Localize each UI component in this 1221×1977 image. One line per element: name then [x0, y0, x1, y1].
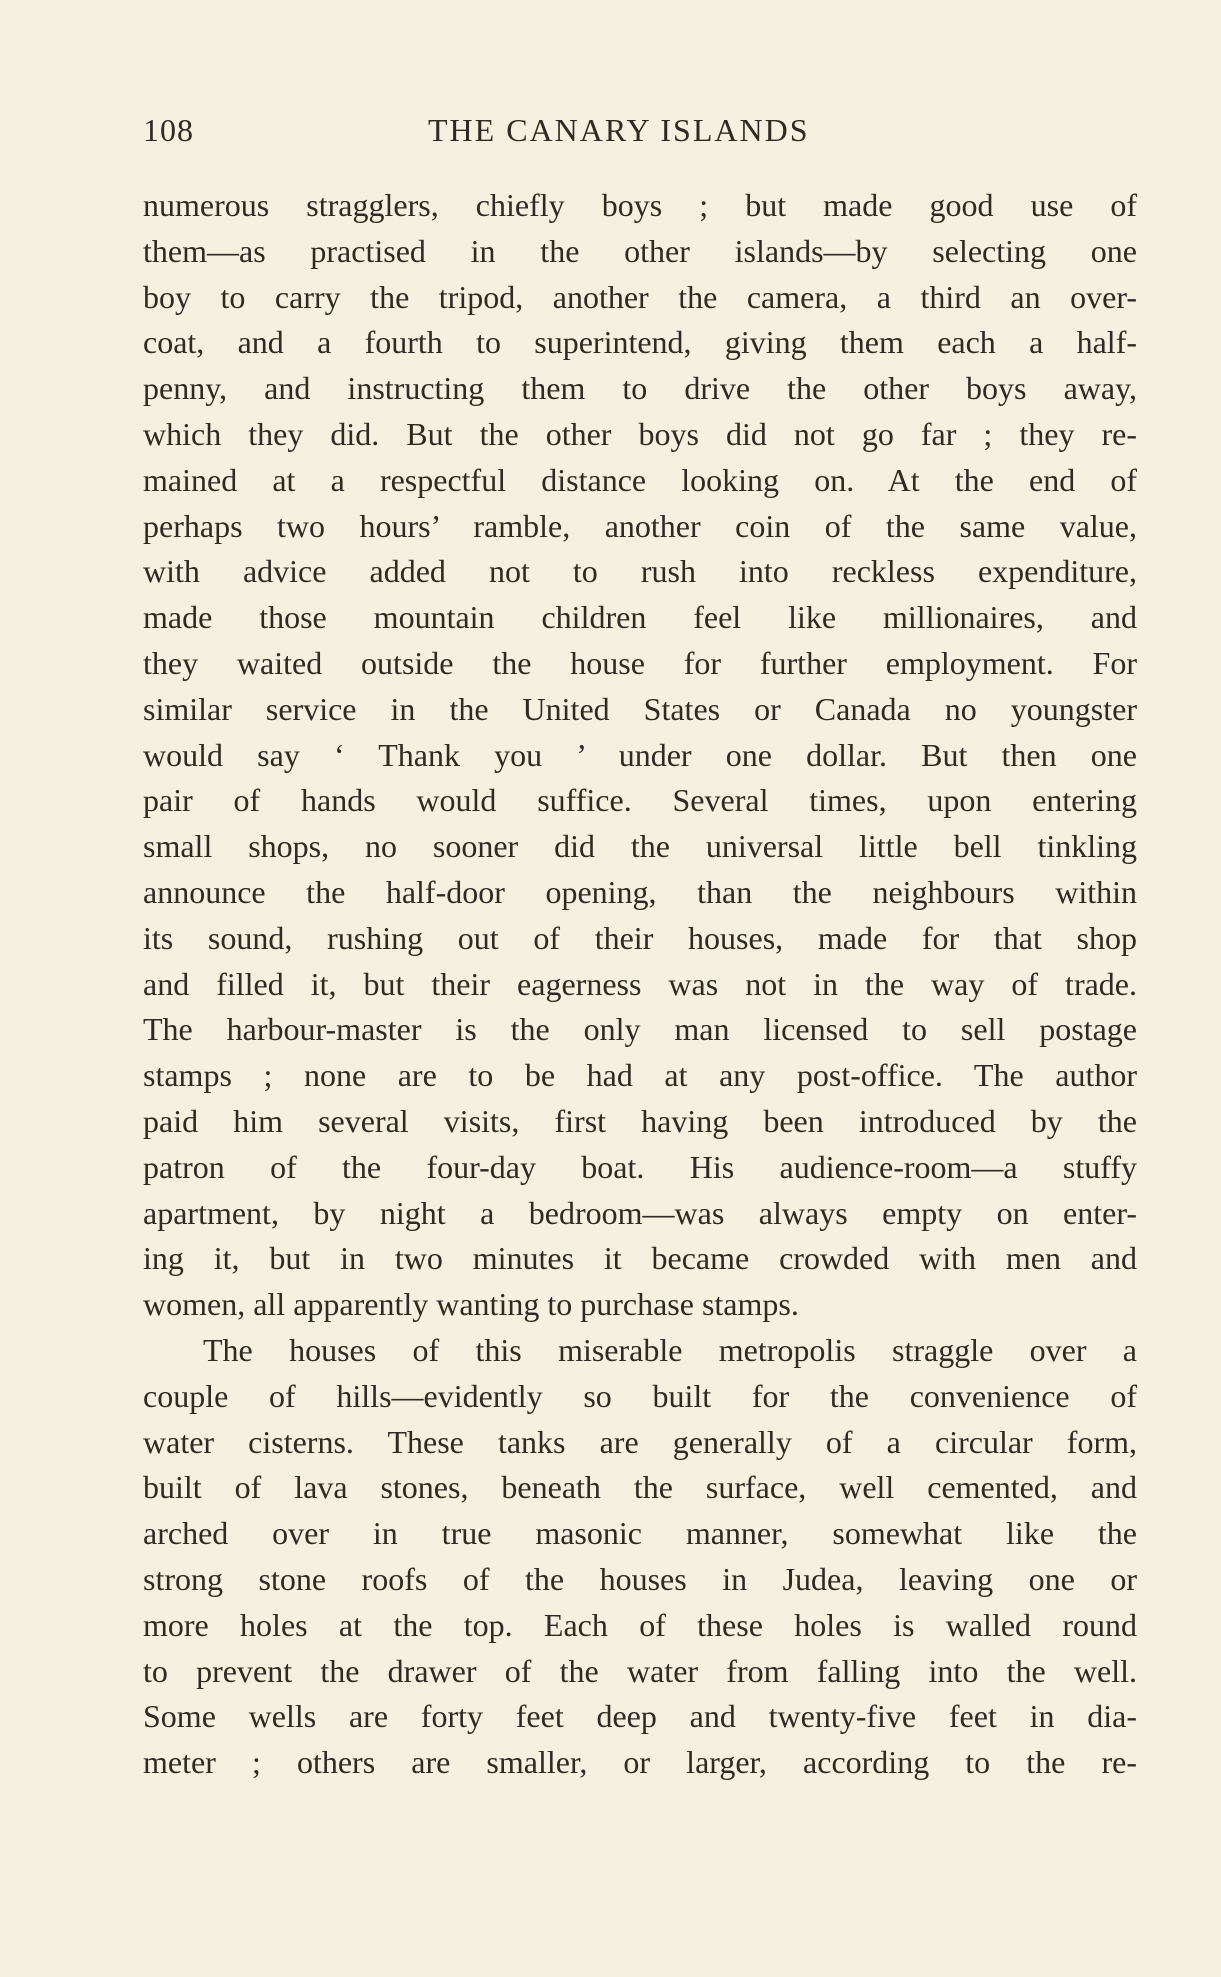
text-line: boy to carry the tripod, another the camera, a third an over-	[143, 278, 1137, 315]
text-line: arched over in true masonic manner, somewhat like the	[143, 1515, 1137, 1552]
text-line: numerous stragglers, chiefly boys ; but made good use of	[143, 187, 1137, 223]
text-line: ing it, but in two minutes it became crowded with men and	[143, 1240, 1137, 1277]
running-title: THE CANARY ISLANDS	[428, 112, 810, 148]
text-line: more holes at the top. Each of these holes is walled round	[143, 1606, 1137, 1643]
text-line: which they did. But the other boys did not go far ; they re-	[143, 415, 1137, 452]
page-number: 108	[143, 112, 194, 148]
text-line: built of lava stones, beneath the surface, well cemented, and	[143, 1469, 1137, 1506]
text-line: made those mountain children feel like millionaires, and	[143, 599, 1137, 636]
text-line: coat, and a fourth to superintend, giving them each a half-	[143, 324, 1137, 361]
text-line: them—as practised in the other islands—by selecting one	[143, 232, 1137, 269]
text-line: The houses of this miserable metropolis straggle over a	[203, 1331, 1137, 1368]
text-line: paid him several visits, first having been introduced by the	[143, 1102, 1137, 1139]
text-line: to prevent the drawer of the water from falling into the well.	[143, 1652, 1137, 1689]
text-line: with advice added not to rush into reckless expenditure,	[143, 553, 1137, 590]
text-line: small shops, no sooner did the universal little bell tinkling	[143, 828, 1137, 865]
text-line: announce the half-door opening, than the neighbours within	[143, 873, 1137, 910]
text-line: water cisterns. These tanks are generally of a circular form,	[143, 1423, 1137, 1460]
running-head	[143, 108, 1137, 152]
text-line: The harbour-master is the only man licensed to sell postage	[143, 1011, 1137, 1048]
text-line: pair of hands would suffice. Several times, upon entering	[143, 782, 1137, 819]
text-line: penny, and instructing them to drive the other boys away,	[143, 370, 1137, 407]
text-line: Some wells are forty feet deep and twenty-five feet in dia-	[143, 1698, 1137, 1735]
text-line: they waited outside the house for further employment. For	[143, 644, 1137, 681]
text-line: patron of the four-day boat. His audience-room—a stuffy	[143, 1148, 1137, 1185]
text-line: would say ‘ Thank you ’ under one dollar. But then one	[143, 736, 1137, 773]
text-line: apartment, by night a bedroom—was always empty on enter-	[143, 1194, 1137, 1231]
text-line: women, all apparently wanting to purchase stamps.	[143, 1286, 799, 1323]
text-line: strong stone roofs of the houses in Judea, leaving one or	[143, 1560, 1137, 1597]
text-line: mained at a respectful distance looking on. At the end of	[143, 461, 1137, 498]
text-line: and filled it, but their eagerness was not in the way of trade.	[143, 965, 1137, 1002]
text-line: meter ; others are smaller, or larger, according to the re-	[143, 1744, 1137, 1781]
text-line: stamps ; none are to be had at any post-office. The author	[143, 1057, 1137, 1094]
text-line: similar service in the United States or Canada no youngster	[143, 690, 1137, 727]
text-line: couple of hills—evidently so built for the convenience of	[143, 1377, 1137, 1414]
text-line: its sound, rushing out of their houses, made for that shop	[143, 919, 1137, 956]
text-line: perhaps two hours’ ramble, another coin of the same value,	[143, 507, 1137, 544]
body-text	[143, 183, 1137, 1786]
